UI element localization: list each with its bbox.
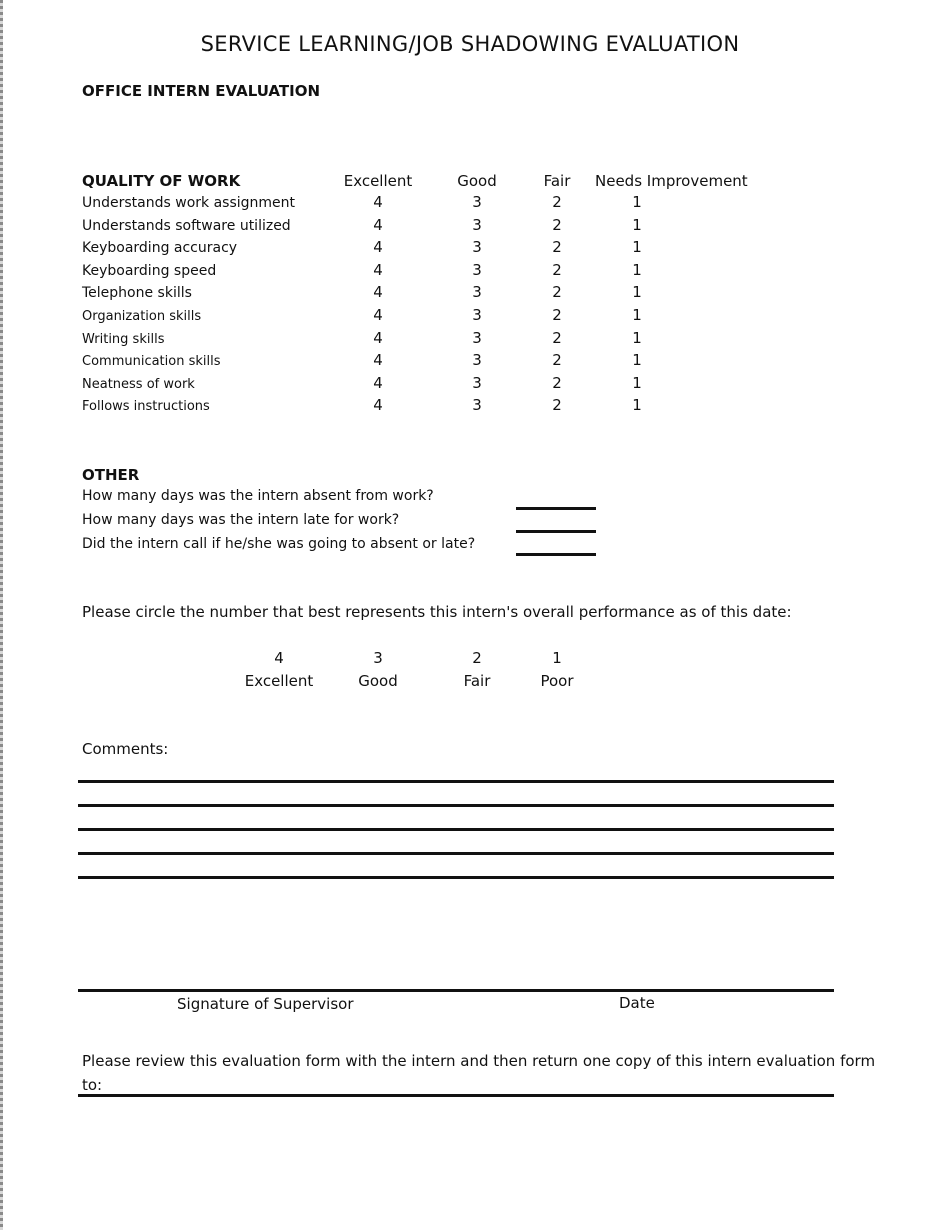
column-good: Good bbox=[457, 172, 497, 190]
rating-option[interactable]: 3 bbox=[472, 260, 482, 279]
overall-rating-label: Fair bbox=[463, 672, 491, 690]
overall-rating-label: Excellent bbox=[244, 672, 314, 690]
rating-option[interactable]: 4 bbox=[373, 351, 383, 370]
rating-option[interactable]: 2 bbox=[552, 283, 562, 302]
overall-rating-number[interactable]: 4 bbox=[274, 649, 284, 667]
rating-option[interactable]: 4 bbox=[373, 283, 383, 302]
signature-line[interactable] bbox=[78, 989, 834, 992]
overall-rating-number[interactable]: 2 bbox=[472, 649, 482, 667]
rating-option[interactable]: 2 bbox=[552, 328, 562, 347]
rating-option[interactable]: 3 bbox=[472, 238, 482, 257]
return-to-line[interactable] bbox=[78, 1094, 834, 1097]
rating-option[interactable]: 4 bbox=[373, 193, 383, 211]
quality-heading: QUALITY OF WORK bbox=[82, 172, 241, 190]
column-needs-improvement: Needs Improvement bbox=[595, 172, 748, 190]
rating-option[interactable]: 1 bbox=[632, 328, 642, 347]
overall-rating-number[interactable]: 1 bbox=[552, 649, 562, 667]
signature-label: Signature of Supervisor bbox=[177, 995, 354, 1013]
criterion-label: Keyboarding accuracy bbox=[82, 240, 238, 257]
overall-prompt: Please circle the number that best represents this intern's overall performance as of this date: bbox=[82, 603, 792, 621]
rating-option[interactable]: 2 bbox=[552, 306, 562, 324]
rating-option[interactable]: 1 bbox=[632, 238, 642, 257]
rating-option[interactable]: 1 bbox=[632, 193, 642, 211]
rating-option[interactable]: 4 bbox=[373, 328, 383, 347]
return-note-line1: Please review this evaluation form with the intern and then return one copy of this intern evaluation form bbox=[82, 1052, 876, 1070]
criterion-label: Keyboarding speed bbox=[82, 262, 217, 279]
comment-line[interactable] bbox=[78, 852, 834, 855]
rating-option[interactable]: 3 bbox=[472, 373, 482, 392]
answer-line-late[interactable] bbox=[516, 530, 596, 533]
rating-option[interactable]: 2 bbox=[552, 351, 562, 370]
criterion-label: Understands software utilized bbox=[82, 217, 291, 234]
answer-line-called[interactable] bbox=[516, 553, 596, 556]
rating-option[interactable]: 4 bbox=[373, 306, 383, 324]
rating-option[interactable]: 1 bbox=[632, 396, 642, 415]
comment-line[interactable] bbox=[78, 828, 834, 831]
comments-label: Comments: bbox=[82, 740, 169, 758]
rating-option[interactable]: 1 bbox=[632, 373, 642, 392]
column-excellent: Excellent bbox=[343, 172, 413, 190]
rating-option[interactable]: 2 bbox=[552, 260, 562, 279]
comment-line[interactable] bbox=[78, 876, 834, 879]
rating-option[interactable]: 3 bbox=[472, 193, 482, 211]
rating-option[interactable]: 4 bbox=[373, 238, 383, 257]
rating-option[interactable]: 3 bbox=[472, 328, 482, 347]
rating-option[interactable]: 2 bbox=[552, 215, 562, 234]
criterion-label: Telephone skills bbox=[82, 285, 192, 302]
rating-option[interactable]: 2 bbox=[552, 373, 562, 392]
rating-option[interactable]: 1 bbox=[632, 306, 642, 324]
criterion-label: Understands work assignment bbox=[82, 195, 296, 211]
criterion-label: Communication skills bbox=[82, 354, 221, 370]
overall-rating-label: Good bbox=[358, 672, 398, 690]
rating-option[interactable]: 3 bbox=[472, 351, 482, 370]
comment-line[interactable] bbox=[78, 780, 834, 783]
rating-option[interactable]: 3 bbox=[472, 215, 482, 234]
rating-option[interactable]: 4 bbox=[373, 215, 383, 234]
rating-option[interactable]: 4 bbox=[373, 396, 383, 415]
return-note-line2: to: bbox=[82, 1076, 103, 1094]
date-label: Date bbox=[619, 994, 655, 1012]
answer-line-absent[interactable] bbox=[516, 507, 596, 510]
rating-option[interactable]: 2 bbox=[552, 193, 562, 211]
rating-option[interactable]: 3 bbox=[472, 306, 482, 324]
rating-option[interactable]: 2 bbox=[552, 238, 562, 257]
rating-option[interactable]: 4 bbox=[373, 373, 383, 392]
page-title: SERVICE LEARNING/JOB SHADOWING EVALUATION bbox=[200, 32, 740, 56]
other-heading: OTHER bbox=[82, 466, 140, 484]
rating-option[interactable]: 1 bbox=[632, 351, 642, 370]
rating-option[interactable]: 2 bbox=[552, 396, 562, 415]
criterion-label: Writing skills bbox=[82, 331, 165, 347]
question-absent: How many days was the intern absent from work? bbox=[82, 488, 434, 504]
rating-option[interactable]: 3 bbox=[472, 283, 482, 302]
criterion-label: Organization skills bbox=[82, 309, 202, 324]
criterion-label: Neatness of work bbox=[82, 376, 195, 392]
rating-option[interactable]: 4 bbox=[373, 260, 383, 279]
rating-option[interactable]: 1 bbox=[632, 283, 642, 302]
rating-option[interactable]: 1 bbox=[632, 260, 642, 279]
criterion-label: Follows instructions bbox=[82, 399, 210, 415]
rating-option[interactable]: 1 bbox=[632, 215, 642, 234]
comment-line[interactable] bbox=[78, 804, 834, 807]
form-subtitle: OFFICE INTERN EVALUATION bbox=[82, 82, 320, 100]
overall-rating-number[interactable]: 3 bbox=[373, 649, 383, 667]
overall-rating-label: Poor bbox=[540, 672, 574, 690]
question-called: Did the intern call if he/she was going to absent or late? bbox=[82, 536, 476, 552]
column-fair: Fair bbox=[543, 172, 571, 190]
rating-option[interactable]: 3 bbox=[472, 396, 482, 415]
scan-edge bbox=[0, 0, 3, 1230]
question-late: How many days was the intern late for work? bbox=[82, 512, 400, 528]
